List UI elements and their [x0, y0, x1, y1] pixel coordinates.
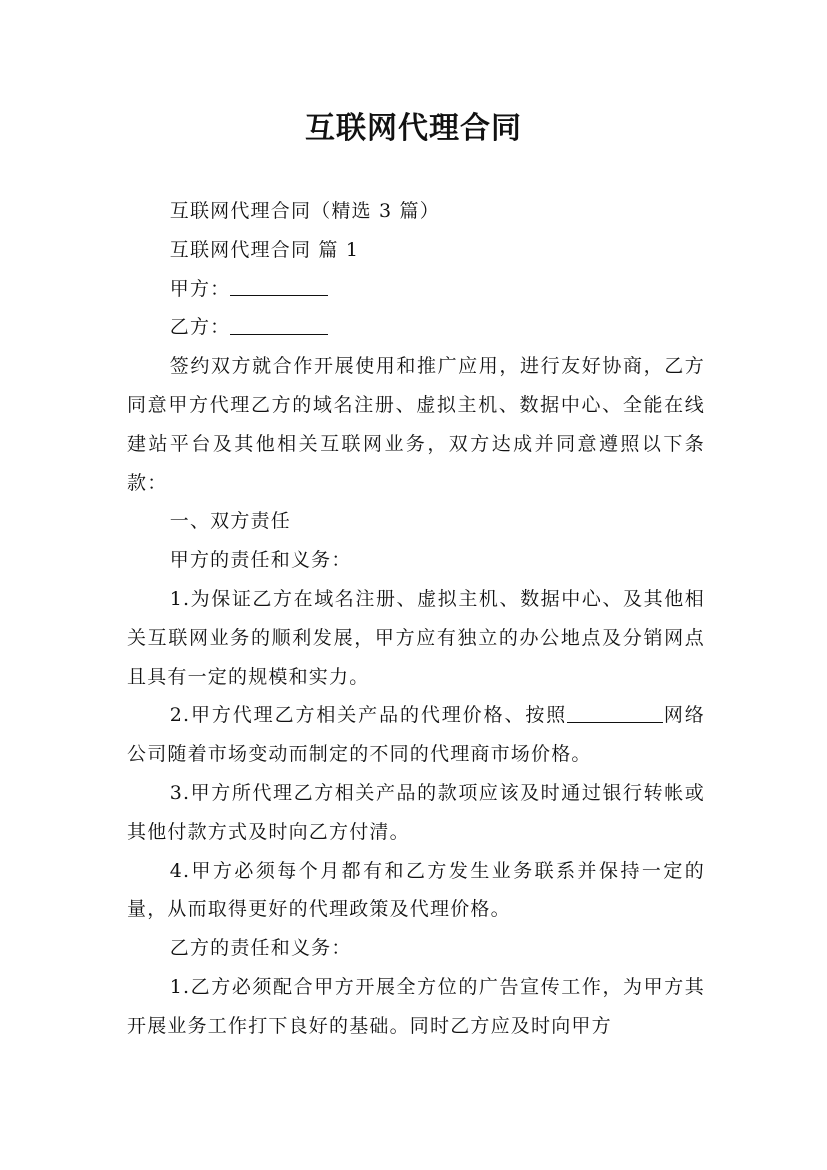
party-a-duty-3: 3.甲方所代理乙方相关产品的款项应该及时通过银行转帐或其他付款方式及时向乙方付清。 [127, 781, 705, 843]
document-title: 互联网代理合同 [305, 111, 522, 146]
party-a-duty-4: 4.甲方必须每个月都有和乙方发生业务联系并保持一定的量，从而取得更好的代理政策及代理价格。 [127, 859, 705, 921]
party-a-duty-2-text: 2.甲方代理乙方相关产品的代理价格、按照 [169, 704, 568, 727]
party-a-duty-2 [127, 696, 705, 774]
party-a-line [127, 270, 705, 309]
party-b-blank-field [230, 315, 328, 335]
party-b-duties-heading: 乙方的责任和义务： [169, 937, 352, 960]
party-b-label: 乙方： [169, 316, 231, 339]
part-heading: 互联网代理合同 篇 1 [169, 238, 360, 261]
section-1-heading: 一、双方责任 [169, 510, 291, 533]
party-b-duty-1: 1.乙方必须配合甲方开展全方位的广告宣传工作，为甲方其开展业务工作打下良好的基础。同时乙方应及时向甲方 [127, 975, 705, 1037]
subtitle: 互联网代理合同（精选 3 篇） [169, 200, 440, 222]
party-a-label: 甲方： [169, 277, 231, 300]
document-body [127, 192, 705, 1046]
company-blank-field [567, 703, 663, 723]
party-a-blank-field [230, 276, 328, 296]
intro-paragraph: 签约双方就合作开展使用和推广应用，进行友好协商，乙方同意甲方代理乙方的域名注册、虚拟主机、数据中心、全能在线建站平台及其他相关互联网业务，双方达成并同意遵照以下条款： [127, 355, 705, 494]
party-a-duty-2-text-cont: 网络公司随着市场变动而制定的不同的代理商市场价格。 [127, 704, 705, 766]
party-b-line [127, 308, 705, 347]
party-a-duty-1: 1.为保证乙方在域名注册、虚拟主机、数据中心、及其他相关互联网业务的顺利发展，甲方应有独立的办公地点及分销网点且具有一定的规模和实力。 [127, 587, 705, 688]
party-a-duties-heading: 甲方的责任和义务： [169, 549, 352, 572]
